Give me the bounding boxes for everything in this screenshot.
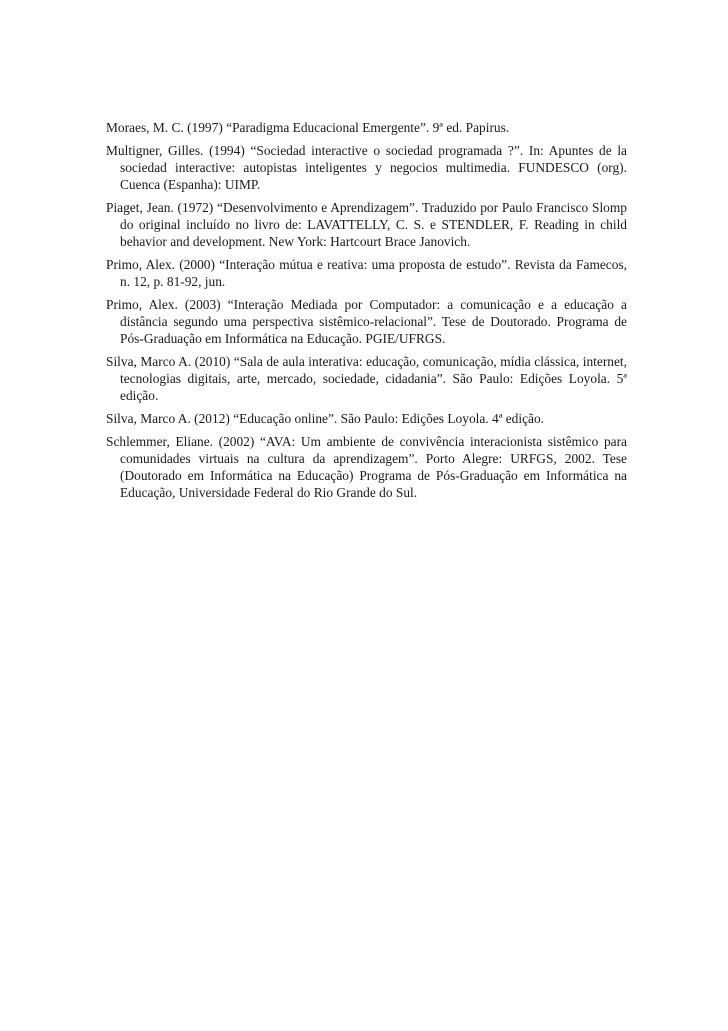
reference-entry: Schlemmer, Eliane. (2002) “AVA: Um ambiente de convivência interacionista sistêmico para comunidades virtuais na cultura da aprendizagem”. Porto Alegre: URFGS, 2002. Tese (Doutorado em Informática na Educação) Programa de Pós-Graduação em Informática na Educação, Universidade Federal do Rio Grande do Sul. (106, 434, 627, 500)
reference-list (106, 119, 627, 507)
reference-entry: Silva, Marco A. (2012) “Educação online”. São Paulo: Edições Loyola. 4ª edição. (106, 411, 545, 426)
reference-entry: Piaget, Jean. (1972) “Desenvolvimento e Aprendizagem”. Traduzido por Paulo Francisco Slomp do original incluído no livro de: LAVATTELLY, C. S. e STENDLER, F. Reading in child behavior and development. New York: Hartcourt Brace Janovich. (106, 200, 627, 249)
reference-entry: Moraes, M. C. (1997) “Paradigma Educacional Emergente”. 9ª ed. Papirus. (106, 120, 510, 135)
reference-entry: Silva, Marco A. (2010) “Sala de aula interativa: educação, comunicação, mídia clássica, internet, tecnologias digitais, arte, mercado, sociedade, cidadania”. São Paulo: Edições Loyola. 5ª edição. (106, 354, 627, 403)
reference-entry: Multigner, Gilles. (1994) “Sociedad interactive o sociedad programada ?”. In: Apuntes de la sociedad interactive: autopistas inteligentes y negocios multimedia. FUNDESCO (org). Cuenca (Espanha): UIMP. (106, 143, 627, 192)
reference-entry: Primo, Alex. (2000) “Interação mútua e reativa: uma proposta de estudo”. Revista da Famecos, n. 12, p. 81-92, jun. (106, 257, 627, 289)
reference-entry: Primo, Alex. (2003) “Interação Mediada por Computador: a comunicação e a educação a distância segundo uma perspectiva sistêmico-relacional”. Tese de Doutorado. Programa de Pós-Graduação em Informática na Educação. PGIE/UFRGS. (106, 297, 627, 346)
